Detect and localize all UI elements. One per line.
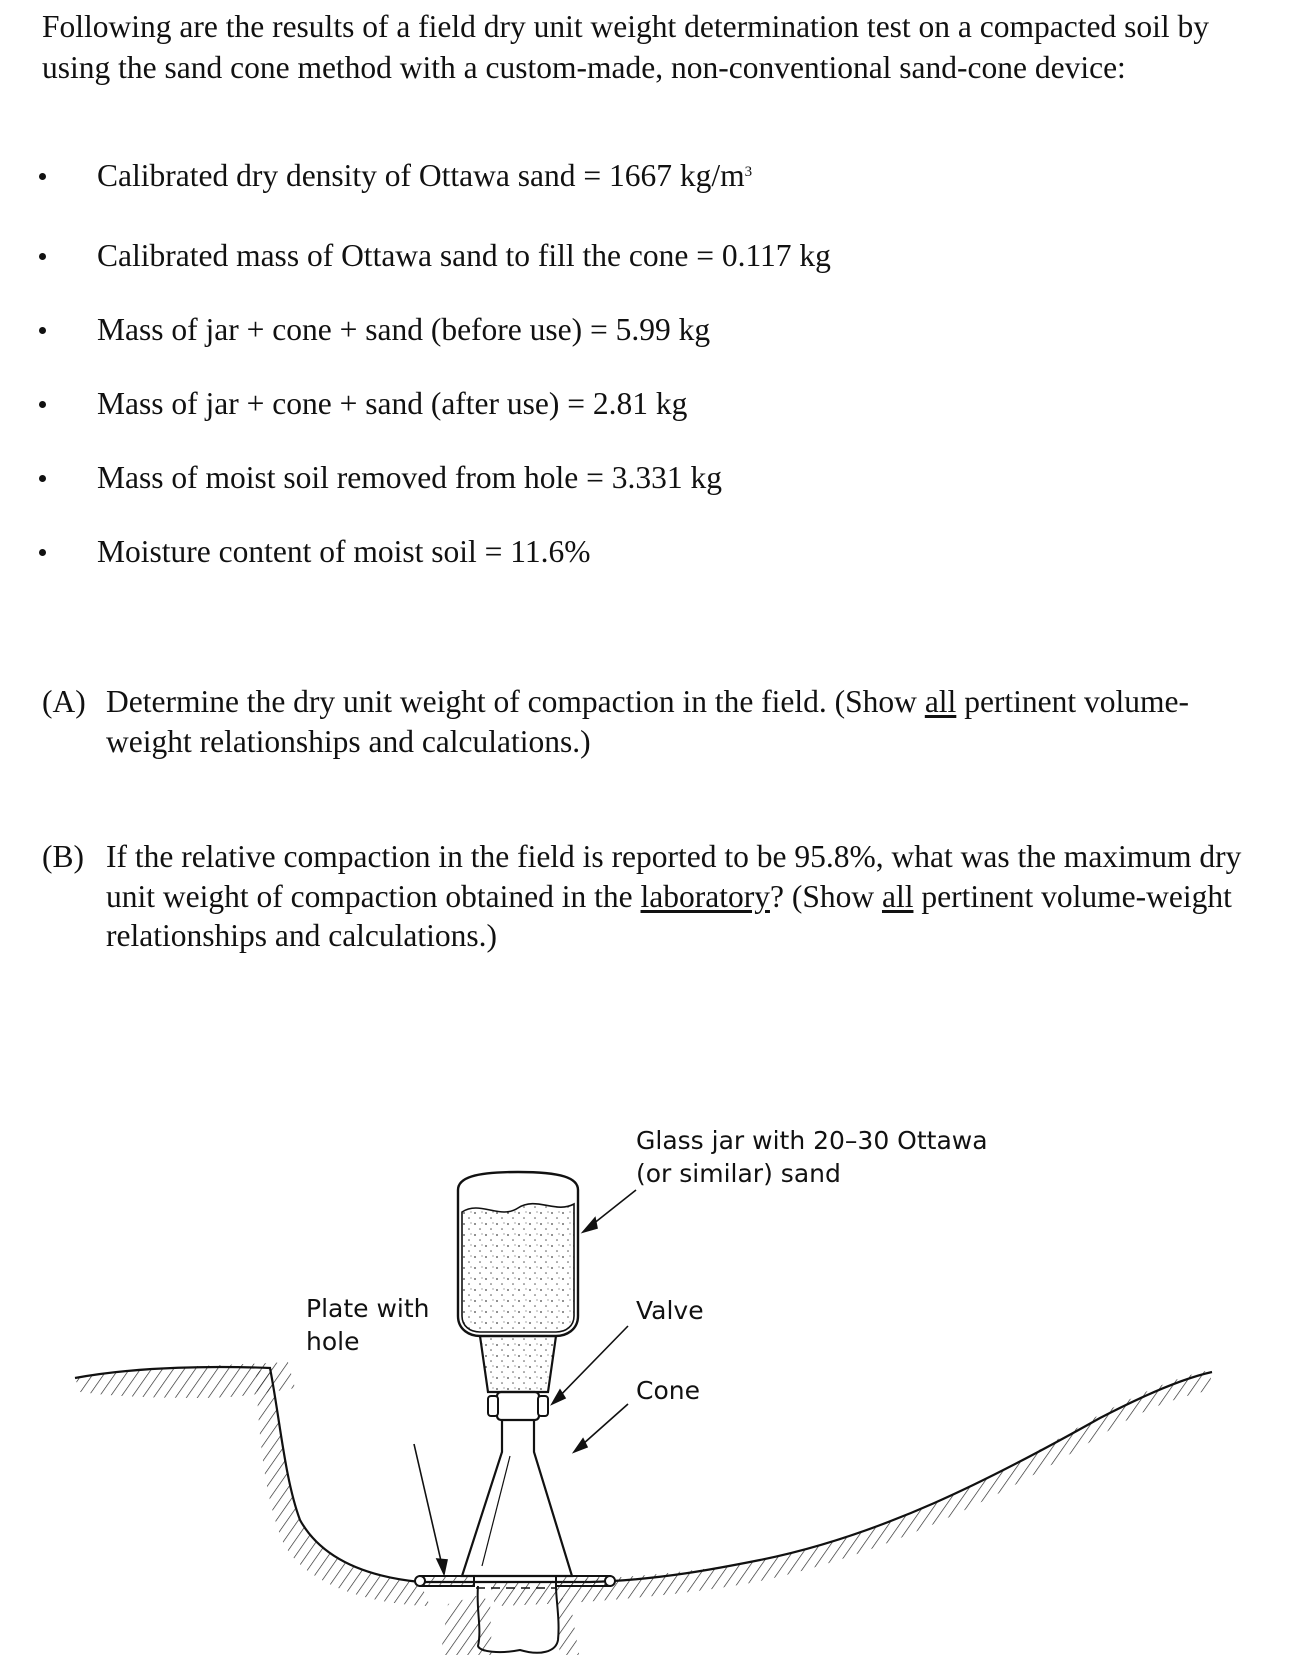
ground-hatching	[440, 1596, 492, 1655]
given-text: Calibrated mass of Ottawa sand to fill the cone = 0.117 kg	[97, 238, 831, 273]
plate-label-line: Plate with	[306, 1294, 430, 1323]
plate-edge	[605, 1576, 615, 1586]
jar-label-line: (or similar) sand	[636, 1159, 841, 1188]
ground-hatching	[256, 1368, 430, 1606]
part-b-text: If the relative compaction in the field is reported to be 95.8%, what was the maximum dry unit weight of compaction obtained in the laboratory? (Show all pertinent volume-weight relationships and calculations.)	[106, 839, 1242, 953]
sand-fill	[462, 1204, 574, 1332]
jar-label	[636, 1124, 988, 1190]
part-label: (A)	[42, 684, 86, 719]
sand-cone-figure	[0, 1120, 1290, 1655]
underlined-word: laboratory	[640, 878, 770, 914]
jar-label-line: Glass jar with 20–30 Ottawa	[636, 1126, 988, 1155]
jar-neck	[480, 1336, 556, 1392]
ground-hatching	[556, 1596, 580, 1655]
bullet	[39, 327, 46, 334]
cone-label: Cone	[636, 1376, 700, 1405]
underlined-word: all	[924, 684, 957, 719]
ground-hatching	[490, 1370, 1212, 1606]
given-text: Mass of jar + cone + sand (before use) = 5.99 kg	[97, 312, 711, 347]
plate	[556, 1576, 610, 1586]
given-text: Moisture content of moist soil = 11.6%	[97, 534, 591, 569]
bullet	[39, 401, 46, 408]
bullet	[39, 253, 46, 260]
given-text: Mass of jar + cone + sand (after use) = 2.81 kg	[97, 386, 688, 421]
bullet	[39, 173, 46, 180]
problem-intro: Following are the results of a field dry unit weight determination test on a compacted soil by using the sand cone method with a custom-made, non-conventional sand-cone device:	[42, 9, 1209, 85]
part-label: (B)	[42, 839, 84, 874]
plate-label	[306, 1292, 430, 1358]
valve	[497, 1392, 539, 1420]
plate-label-line: hole	[306, 1327, 360, 1356]
valve-handle	[488, 1396, 498, 1416]
plate-edge	[415, 1576, 425, 1586]
given-text: Mass of moist soil removed from hole = 3.331 kg	[97, 460, 722, 495]
valve-label: Valve	[636, 1296, 704, 1325]
cone	[462, 1420, 572, 1576]
part-a-text: Determine the dry unit weight of compaction in the field. (Show all pertinent volume-weight relationships and calculations.)	[106, 684, 1189, 759]
valve-handle	[538, 1396, 548, 1416]
given-text: Calibrated dry density of Ottawa sand = 1667 kg/m	[97, 158, 745, 193]
underlined-word: all	[881, 878, 914, 914]
bullet	[39, 549, 46, 556]
bullet	[39, 475, 46, 482]
plate	[420, 1576, 474, 1586]
superscript: 3	[744, 164, 753, 180]
